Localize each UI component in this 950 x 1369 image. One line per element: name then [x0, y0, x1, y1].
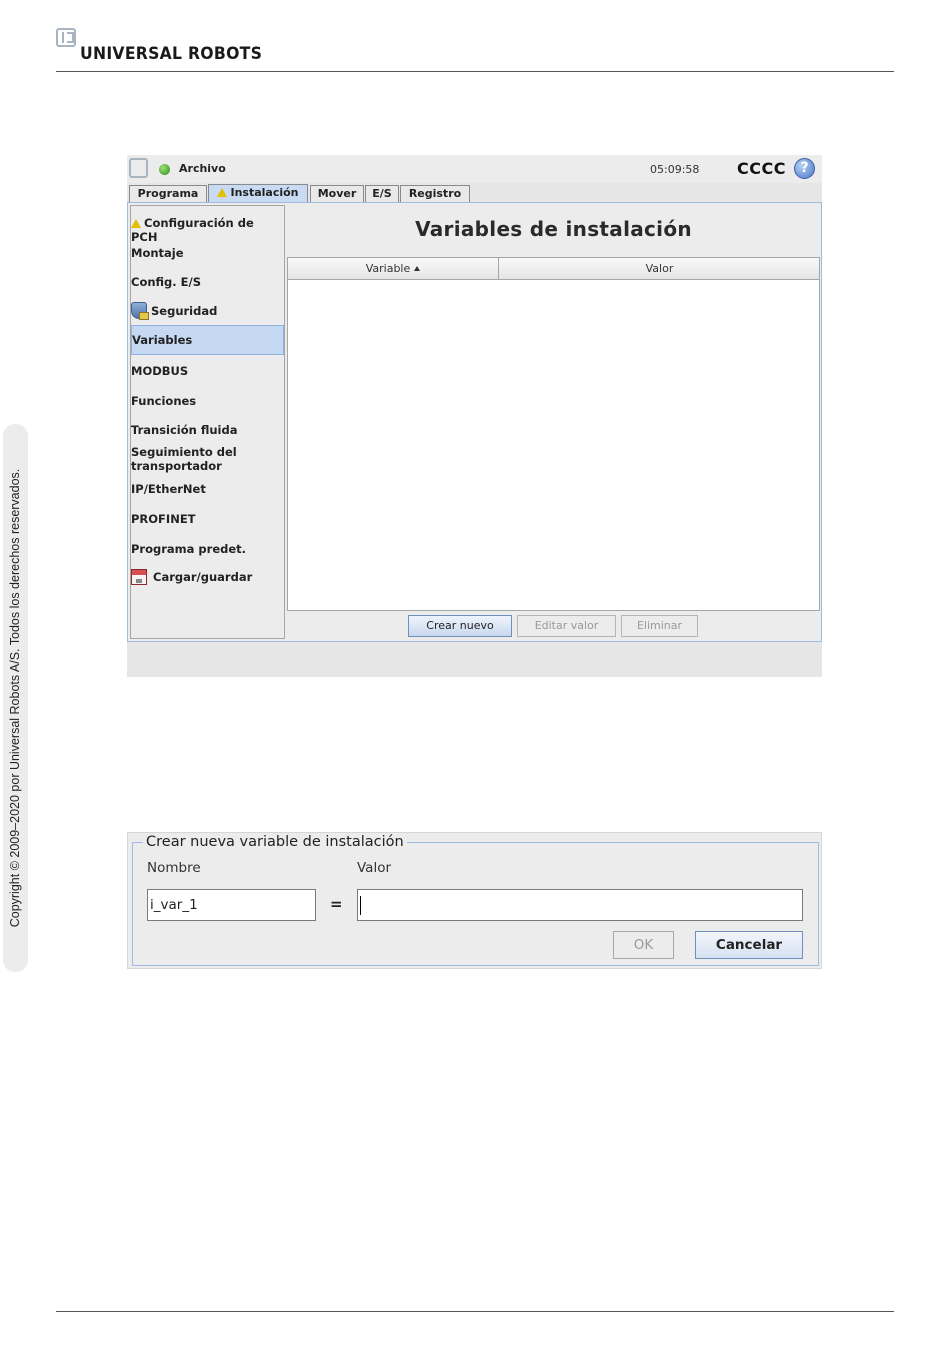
sidebar-item-profinet[interactable]: PROFINET [131, 512, 196, 526]
installation-variables-screen [127, 155, 822, 677]
page-title: Variables de instalación [415, 217, 692, 241]
dialog-title: Crear nueva variable de instalación [143, 834, 407, 850]
sort-ascending-icon [414, 266, 420, 271]
name-input[interactable]: i_var_1 [147, 889, 316, 921]
sidebar-item-cargar-guardar[interactable]: Cargar/guardar [131, 569, 284, 585]
name-label: Nombre [147, 860, 201, 876]
column-header-variable[interactable]: Variable [288, 258, 499, 280]
sidebar-item-programa-predet[interactable]: Programa predet. [131, 542, 247, 556]
warning-icon [131, 219, 141, 228]
file-menu[interactable]: Archivo [179, 162, 226, 175]
tab-registro[interactable]: Registro [400, 185, 470, 202]
value-input[interactable] [357, 889, 803, 921]
sidebar-item-montaje[interactable]: Montaje [131, 246, 184, 260]
installation-panel [127, 202, 822, 642]
table-header [288, 258, 819, 280]
create-variable-dialog [127, 832, 822, 969]
tab-mover[interactable]: Mover [310, 185, 364, 202]
sidebar-item-funciones[interactable]: Funciones [131, 394, 197, 408]
robot-name: CCCC [737, 159, 786, 178]
edit-value-button[interactable]: Editar valor [517, 615, 616, 637]
equals-sign: = [330, 895, 343, 913]
ok-button[interactable]: OK [613, 931, 674, 959]
column-header-valor[interactable]: Valor [645, 262, 674, 275]
sidebar-item-configuracion-pch[interactable]: Configuración de PCH [131, 216, 254, 244]
clock: 05:09:58 [650, 163, 700, 176]
text-caret [360, 896, 361, 915]
create-new-button[interactable]: Crear nuevo [408, 615, 512, 637]
value-label: Valor [357, 860, 392, 876]
tab-instalacion[interactable]: Instalación [208, 184, 308, 203]
header-rule [56, 71, 894, 72]
sidebar-item-transicion-fluida[interactable]: Transición fluida [131, 423, 238, 437]
top-bar [127, 155, 822, 183]
sidebar-item-ip-ethernet[interactable]: IP/EtherNet [131, 482, 206, 496]
variables-table[interactable] [287, 257, 820, 611]
sidebar-item-seguimiento-transportador[interactable]: Seguimiento del transportador [131, 445, 237, 473]
cancel-button[interactable]: Cancelar [695, 931, 803, 959]
dialog-group [132, 834, 819, 966]
warning-icon [217, 188, 227, 197]
sidebar-item-modbus[interactable]: MODBUS [131, 364, 189, 378]
brand-name: UNIVERSAL ROBOTS [80, 44, 263, 64]
installation-sidebar [130, 205, 285, 639]
delete-button[interactable]: Eliminar [621, 615, 698, 637]
ur-logo-icon [56, 28, 76, 47]
robot-status-icon [159, 164, 170, 175]
shield-icon [131, 302, 147, 319]
tab-programa[interactable]: Programa [129, 185, 207, 202]
disk-icon [131, 569, 147, 585]
ur-app-icon [129, 158, 148, 178]
sidebar-item-config-es[interactable]: Config. E/S [131, 275, 201, 289]
copyright-text: Copyright © 2009–2020 por Universal Robots A/S. Todos los derechos reservados. [8, 468, 22, 928]
brand-header [56, 28, 276, 68]
footer-rule [56, 1311, 894, 1312]
sidebar-item-variables[interactable]: Variables [131, 325, 284, 355]
tab-es[interactable]: E/S [365, 185, 399, 202]
table-actions [287, 615, 820, 639]
help-icon[interactable]: ? [794, 158, 815, 179]
sidebar-item-seguridad[interactable]: Seguridad [131, 302, 284, 319]
variables-content [287, 205, 820, 639]
